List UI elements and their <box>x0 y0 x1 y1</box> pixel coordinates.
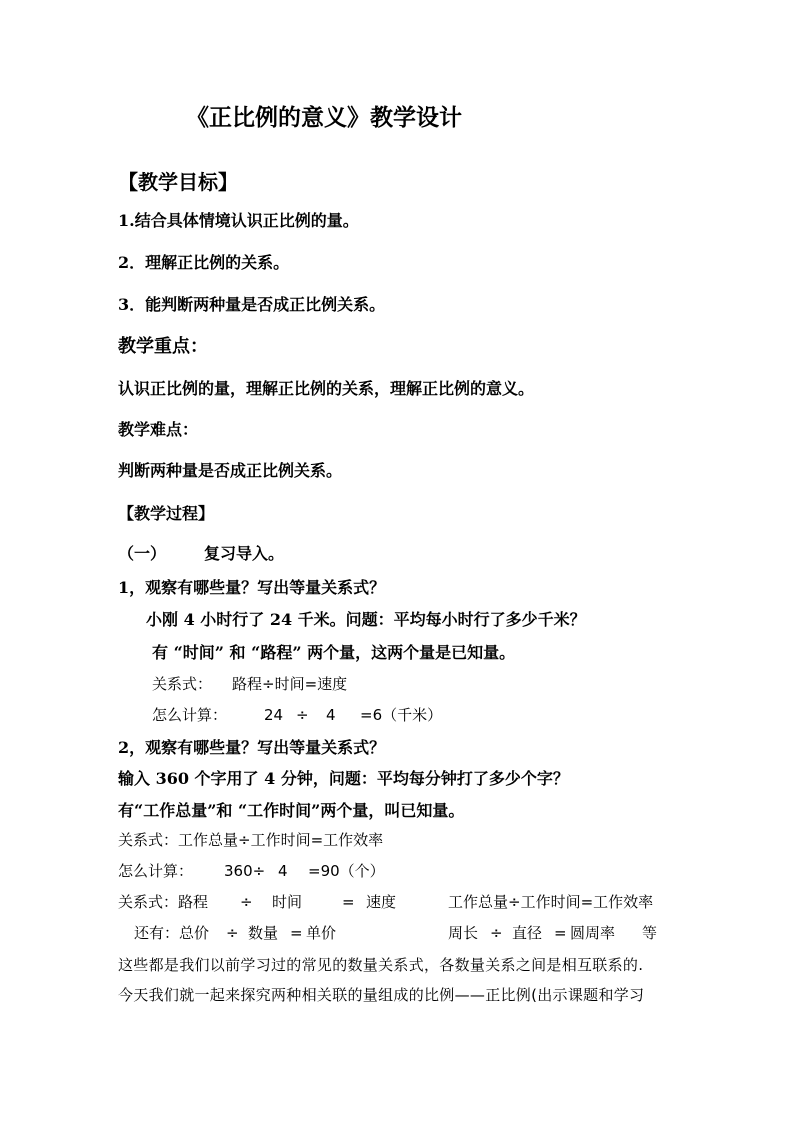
q2-quantities: 有“工作总量”和 “工作时间”两个量，叫已知量。 <box>118 801 465 820</box>
difficulty-text: 判断两种量是否成正比例关系。 <box>118 461 343 480</box>
summary-speed: 速度 <box>366 893 397 911</box>
q2-calc-result: =90（个） <box>308 862 385 880</box>
key-text: 认识正比例的量，理解正比例的关系，理解正比例的意义。 <box>118 379 535 398</box>
q2-relation: 关系式：工作总量÷工作时间=工作效率 <box>118 831 384 849</box>
summary-also-label: 还有：总价 <box>134 924 210 942</box>
q1-calc-label: 怎么计算： <box>152 706 228 724</box>
q1-relation-label: 关系式： <box>152 675 213 693</box>
goal-item-1: 1.结合具体情境认识正比例的量。 <box>118 211 359 230</box>
q1-calc-op: ÷ <box>296 706 309 724</box>
document-title: 《正比例的意义》教学设计 <box>186 104 462 131</box>
summary-eq: = <box>342 893 355 911</box>
q2-calc-a: 360÷ <box>224 862 266 880</box>
q1-question: 1，观察有哪些量？写出等量关系式？ <box>118 578 386 597</box>
q1-calc-b: 4 <box>326 706 336 724</box>
q2-problem: 输入 360 个字用了 4 分钟，问题：平均每分钟打了多少个字？ <box>118 769 569 788</box>
summary-op2: ÷ <box>226 924 239 942</box>
q1-calc-a: 24 <box>264 706 284 724</box>
q2-calc-label: 怎么计算： <box>118 862 194 880</box>
section1-number: （一） <box>118 544 167 563</box>
section1-title: 复习导入。 <box>204 544 285 563</box>
summary-work-relation: 工作总量÷工作时间=工作效率 <box>448 893 654 911</box>
paragraph-line-1: 这些都是我们以前学习过的常见的数量关系式，各数量关系之间是相互联系的. <box>118 956 644 974</box>
summary-etc: 等 <box>642 924 658 942</box>
summary-circle: 周长 <box>448 924 479 942</box>
summary-op3: ÷ <box>490 924 503 942</box>
summary-time: 时间 <box>272 893 303 911</box>
summary-quantity: 数量 <box>248 924 279 942</box>
q1-calc-result: =6（千米） <box>360 706 443 724</box>
goal-item-2: 2．理解正比例的关系。 <box>118 253 290 272</box>
goal-item-3: 3．能判断两种量是否成正比例关系。 <box>118 295 386 314</box>
summary-diameter: 直径 <box>512 924 543 942</box>
q1-quantities: 有 “时间” 和 “路程” 两个量，这两个量是已知量。 <box>152 643 516 662</box>
difficulty-heading: 教学难点： <box>118 420 199 439</box>
summary-pi: 圆周率 <box>570 924 616 942</box>
goals-heading: 【教学目标】 <box>118 170 238 194</box>
summary-unit-price: 单价 <box>306 924 337 942</box>
summary-eq3: = <box>554 924 567 942</box>
key-heading: 教学重点： <box>118 336 208 357</box>
q2-question: 2，观察有哪些量？写出等量关系式？ <box>118 738 386 757</box>
summary-op1: ÷ <box>240 893 253 911</box>
q2-calc-b: 4 <box>278 862 288 880</box>
summary-relation-label: 关系式：路程 <box>118 893 209 911</box>
q1-relation: 路程÷时间=速度 <box>232 675 348 693</box>
paragraph-line-2: 今天我们就一起来探究两种相关联的量组成的比例——正比例(出示课题和学习 <box>118 986 645 1004</box>
summary-eq2: = <box>290 924 303 942</box>
q1-problem: 小刚 4 小时行了 24 千米。问题：平均每小时行了多少千米？ <box>146 610 586 629</box>
process-heading: 【教学过程】 <box>118 504 215 523</box>
